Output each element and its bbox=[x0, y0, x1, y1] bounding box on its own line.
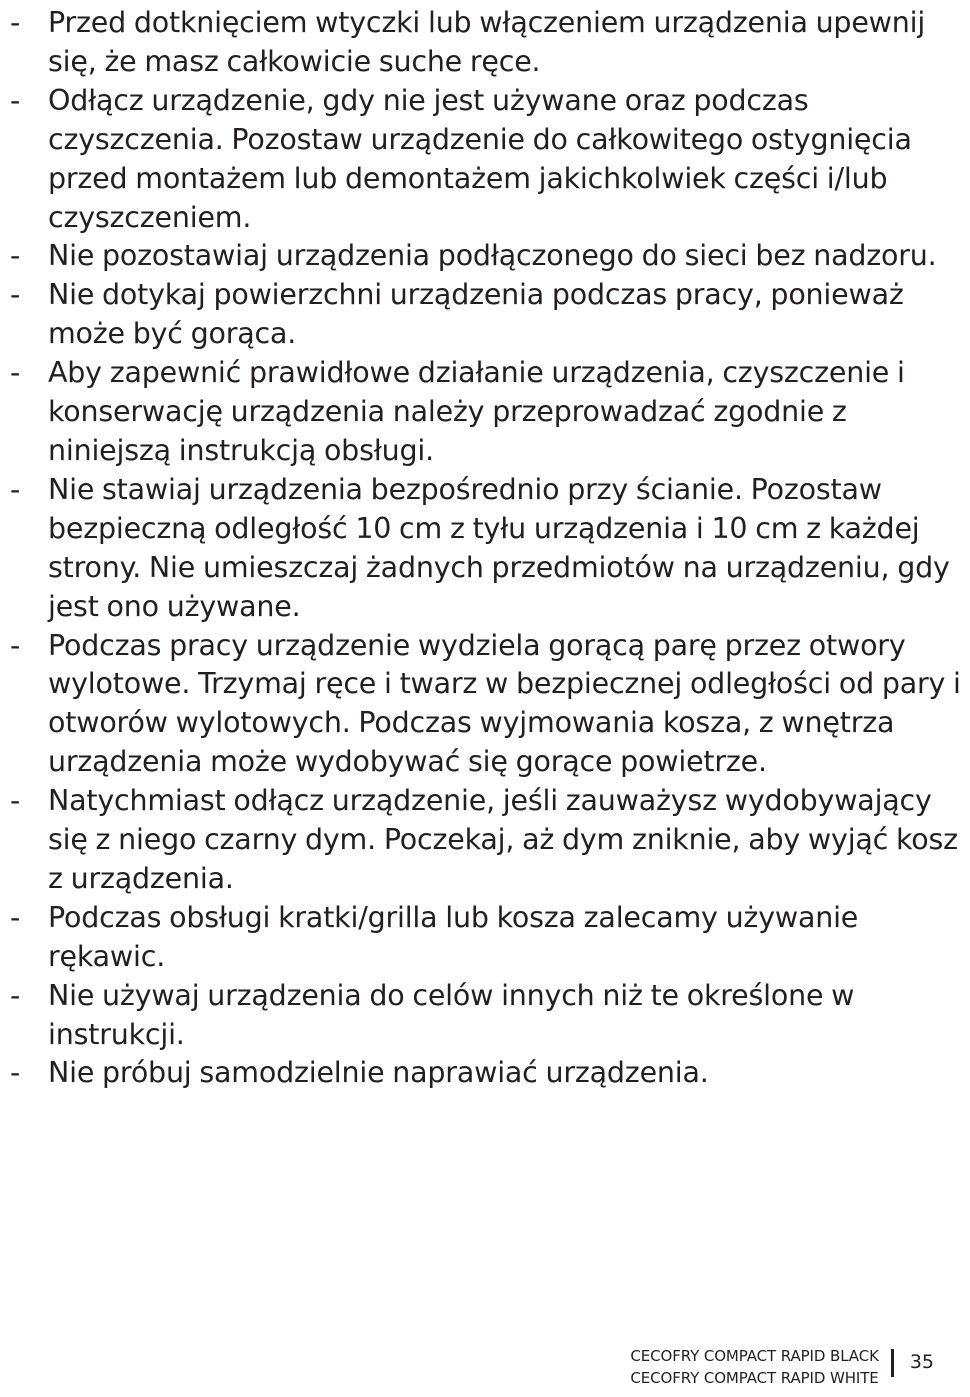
footer-model-names bbox=[630, 1345, 878, 1389]
list-item-text: Natychmiast odłącz urządzenie, jeśli zauważysz wydobywający się z niego czarny dym. Poczekaj, aż dym zniknie, aby wyjąć kosz z urządzenia. bbox=[48, 784, 958, 895]
list-item bbox=[10, 276, 965, 354]
list-item-text: Nie pozostawiaj urządzenia podłączonego do sieci bez nadzoru. bbox=[48, 239, 937, 273]
list-item-text: Nie stawiaj urządzenia bezpośrednio przy ścianie. Pozostaw bezpieczną odległość 10 cm z tyłu urządzenia i 10 cm z każdej strony. Nie umieszczaj żadnych przedmiotów na urządzeniu, gdy jest ono używane. bbox=[48, 472, 950, 623]
bullet-dash: - bbox=[10, 356, 21, 390]
list-item-text: Nie próbuj samodzielnie naprawiać urządzenia. bbox=[48, 1056, 709, 1090]
bullet-dash: - bbox=[10, 278, 21, 312]
model-name-white: CECOFRY COMPACT RAPID WHITE bbox=[630, 1369, 879, 1387]
list-item bbox=[10, 627, 965, 783]
list-item-text: Odłącz urządzenie, gdy nie jest używane oraz podczas czyszczenia. Pozostaw urządzenie do całkowitego ostygnięcia przed montażem lub demontażem jakichkolwiek części i/lub czyszczeniem. bbox=[48, 83, 912, 234]
page-number: 35 bbox=[909, 1351, 934, 1373]
bullet-dash: - bbox=[10, 978, 21, 1012]
list-item bbox=[10, 471, 965, 627]
bullet-dash: - bbox=[10, 83, 21, 117]
bullet-dash: - bbox=[10, 239, 21, 273]
bullet-dash: - bbox=[10, 784, 21, 818]
list-item bbox=[10, 237, 965, 276]
list-item-text: Podczas pracy urządzenie wydziela gorącą parę przez otwory wylotowe. Trzymaj ręce i twarz w bezpiecznej odległości od pary i otworów wylotowych. Podczas wyjmowania kosza, z wnętrza urządzenia może wydobywać się gorące powietrze. bbox=[48, 628, 961, 779]
footer-divider bbox=[891, 1349, 894, 1377]
list-item-text: Przed dotknięciem wtyczki lub włączeniem urządzenia upewnij się, że masz całkowicie suche ręce. bbox=[48, 6, 926, 78]
list-item-text: Nie używaj urządzenia do celów innych niż te określone w instrukcji. bbox=[48, 978, 855, 1051]
list-item bbox=[10, 899, 965, 977]
bullet-dash: - bbox=[10, 1056, 21, 1090]
list-item bbox=[10, 977, 965, 1055]
page-footer bbox=[630, 1345, 934, 1389]
list-item bbox=[10, 782, 965, 899]
safety-instructions-list bbox=[10, 4, 965, 1093]
bullet-dash: - bbox=[10, 6, 21, 39]
list-item-text: Aby zapewnić prawidłowe działanie urządzenia, czyszczenie i konserwację urządzenia należy przeprowadzać zgodnie z niniejszą instrukcją obsługi. bbox=[48, 356, 905, 467]
list-item-text: Podczas obsługi kratki/grilla lub kosza zalecamy używanie rękawic. bbox=[48, 900, 859, 973]
bullet-dash: - bbox=[10, 472, 21, 506]
bullet-dash: - bbox=[10, 900, 21, 934]
list-item-text: Nie dotykaj powierzchni urządzenia podczas pracy, ponieważ może być gorąca. bbox=[48, 278, 904, 351]
list-item bbox=[10, 354, 965, 471]
list-item bbox=[10, 4, 965, 82]
list-item bbox=[10, 82, 965, 238]
bullet-dash: - bbox=[10, 628, 21, 662]
list-item bbox=[10, 1054, 965, 1093]
model-name-black: CECOFRY COMPACT RAPID BLACK bbox=[630, 1347, 879, 1365]
